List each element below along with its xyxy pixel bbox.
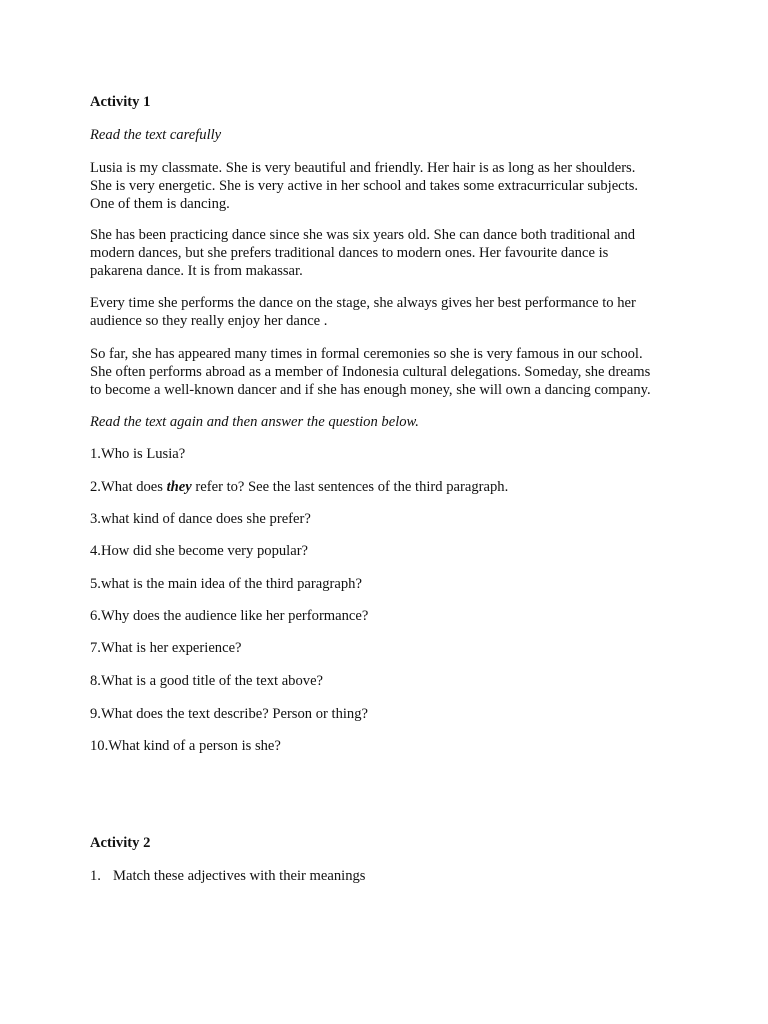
question-7: 7.What is her experience? (90, 640, 242, 656)
paragraph-line: pakarena dance. It is from makassar. (90, 263, 303, 279)
question-9: 9.What does the text describe? Person or thing? (90, 706, 369, 722)
paragraph-line: modern dances, but she prefers traditional dances to modern ones. Her favourite dance is (90, 245, 609, 261)
activity2-item-1 (90, 867, 365, 885)
activity1-instruction2: Read the text again and then answer the question below. (90, 414, 419, 430)
paragraph-2 (90, 226, 635, 280)
question-4: 4.How did she become very popular? (90, 543, 309, 559)
paragraph-line: to become a well-known dancer and if she has enough money, she will own a dancing company. (90, 382, 651, 398)
question-10: 10.What kind of a person is she? (90, 738, 281, 754)
question-8: 8.What is a good title of the text above? (90, 673, 324, 689)
paragraph-line: Every time she performs the dance on the stage, she always gives her best performance to her (90, 295, 636, 311)
list-item-text: Match these adjectives with their meanings (113, 868, 366, 884)
paragraph-line: So far, she has appeared many times in formal ceremonies so she is very famous in our school. (90, 346, 643, 362)
question-2-emphasis: they (166, 479, 192, 495)
question-2-suffix: refer to? See the last sentences of the third paragraph. (191, 479, 509, 495)
paragraph-line: Lusia is my classmate. She is very beautiful and friendly. Her hair is as long as her shoulders. (90, 160, 636, 176)
paragraph-line: One of them is dancing. (90, 196, 230, 212)
paragraph-4 (90, 345, 651, 399)
question-2-prefix: 2.What does (90, 479, 167, 495)
paragraph-1 (90, 159, 638, 213)
question-2 (90, 478, 508, 496)
list-number: 1. (90, 868, 101, 884)
question-5: 5.what is the main idea of the third paragraph? (90, 576, 362, 592)
question-3: 3.what kind of dance does she prefer? (90, 511, 311, 527)
paragraph-line: She has been practicing dance since she was six years old. She can dance both traditional and (90, 227, 636, 243)
activity1-heading: Activity 1 (90, 94, 151, 110)
activity2-heading: Activity 2 (90, 835, 151, 851)
paragraph-line: She often performs abroad as a member of Indonesia cultural delegations. Someday, she dreams (90, 364, 651, 380)
paragraph-line: She is very energetic. She is very active in her school and takes some extracurricular subjects. (90, 178, 639, 194)
question-6: 6.Why does the audience like her performance? (90, 608, 369, 624)
paragraph-3 (90, 294, 636, 330)
activity1-instruction: Read the text carefully (90, 127, 222, 143)
question-1: 1.Who is Lusia? (90, 446, 186, 462)
paragraph-line: audience so they really enjoy her dance . (90, 313, 328, 329)
